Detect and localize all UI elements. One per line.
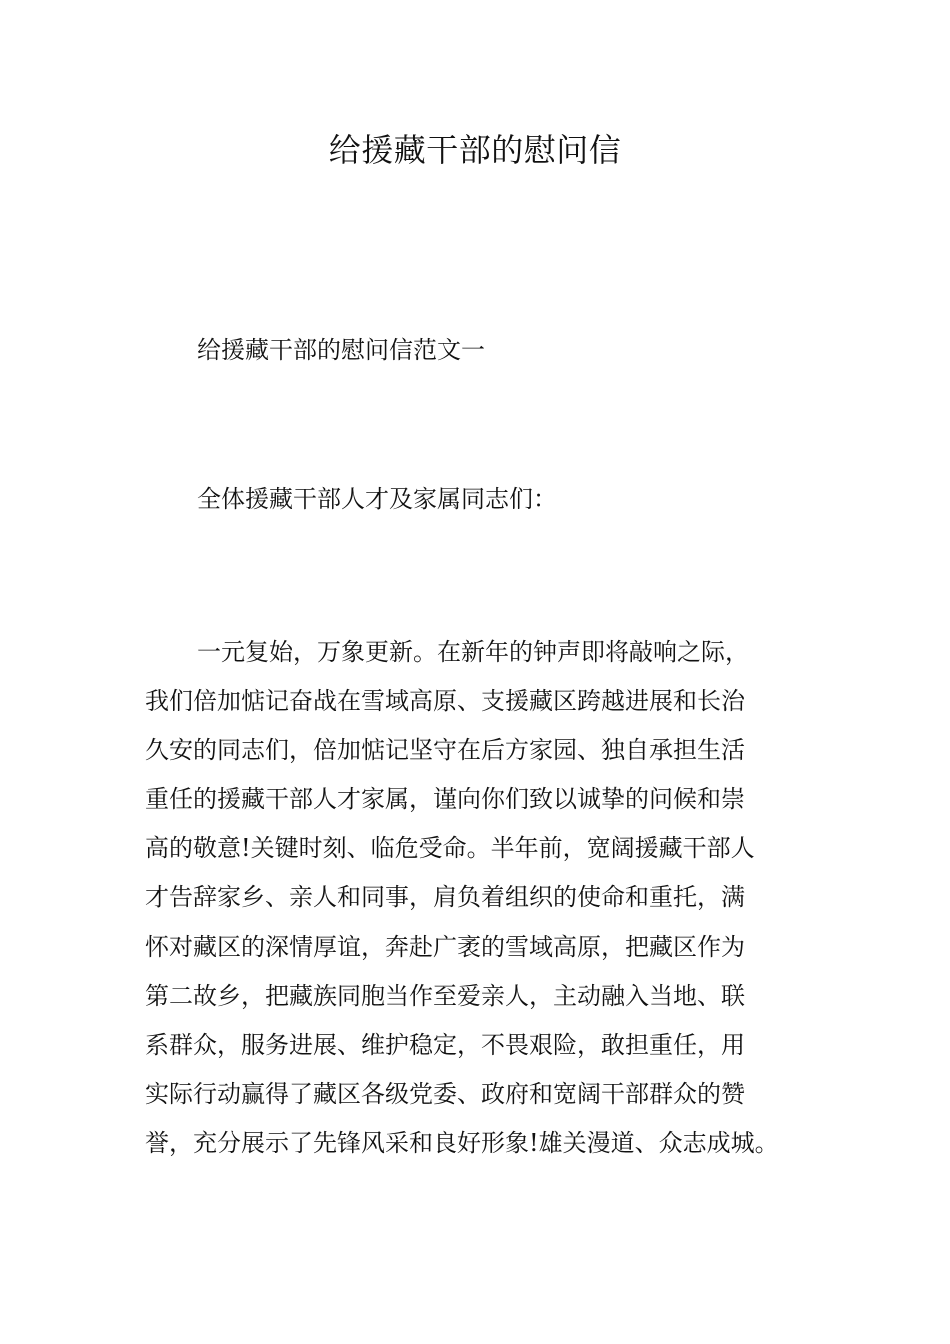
body-line: 才告辞家乡、亲人和同事，肩负着组织的使命和重托，满 [145,883,745,912]
body-line: 一元复始，万象更新。在新年的钟声即将敲响之际， [197,638,749,666]
body-line: 系群众，服务进展、维护稳定，不畏艰险，敢担重任，用 [145,1030,745,1059]
body-line: 久安的同志们，倍加惦记坚守在后方家园、独自承担生活 [145,736,745,765]
body-line: 实际行动赢得了藏区各级党委、政府和宽阔干部群众的赞 [145,1079,745,1108]
body-line: 我们倍加惦记奋战在雪域高原、支援藏区跨越进展和长治 [145,687,745,716]
document-title: 给援藏干部的慰问信 [328,131,622,169]
body-line: 誉，充分展示了先锋风采和良好形象!雄关漫道、众志成城。 [145,1128,779,1157]
body-line: 高的敬意!关键时刻、临危受命。半年前，宽阔援藏干部人 [145,834,755,863]
body-line: 第二故乡，把藏族同胞当作至爱亲人，主动融入当地、联 [145,981,745,1010]
body-line: 怀对藏区的深情厚谊，奔赴广袤的雪域高原，把藏区作为 [145,932,745,961]
body-line: 重任的援藏干部人才家属，谨向你们致以诚挚的问候和崇 [145,785,745,814]
document-subtitle: 给援藏干部的慰问信范文一 [197,336,485,364]
letter-salutation: 全体援藏干部人才及家属同志们： [197,485,557,513]
letter-body [145,628,807,1168]
